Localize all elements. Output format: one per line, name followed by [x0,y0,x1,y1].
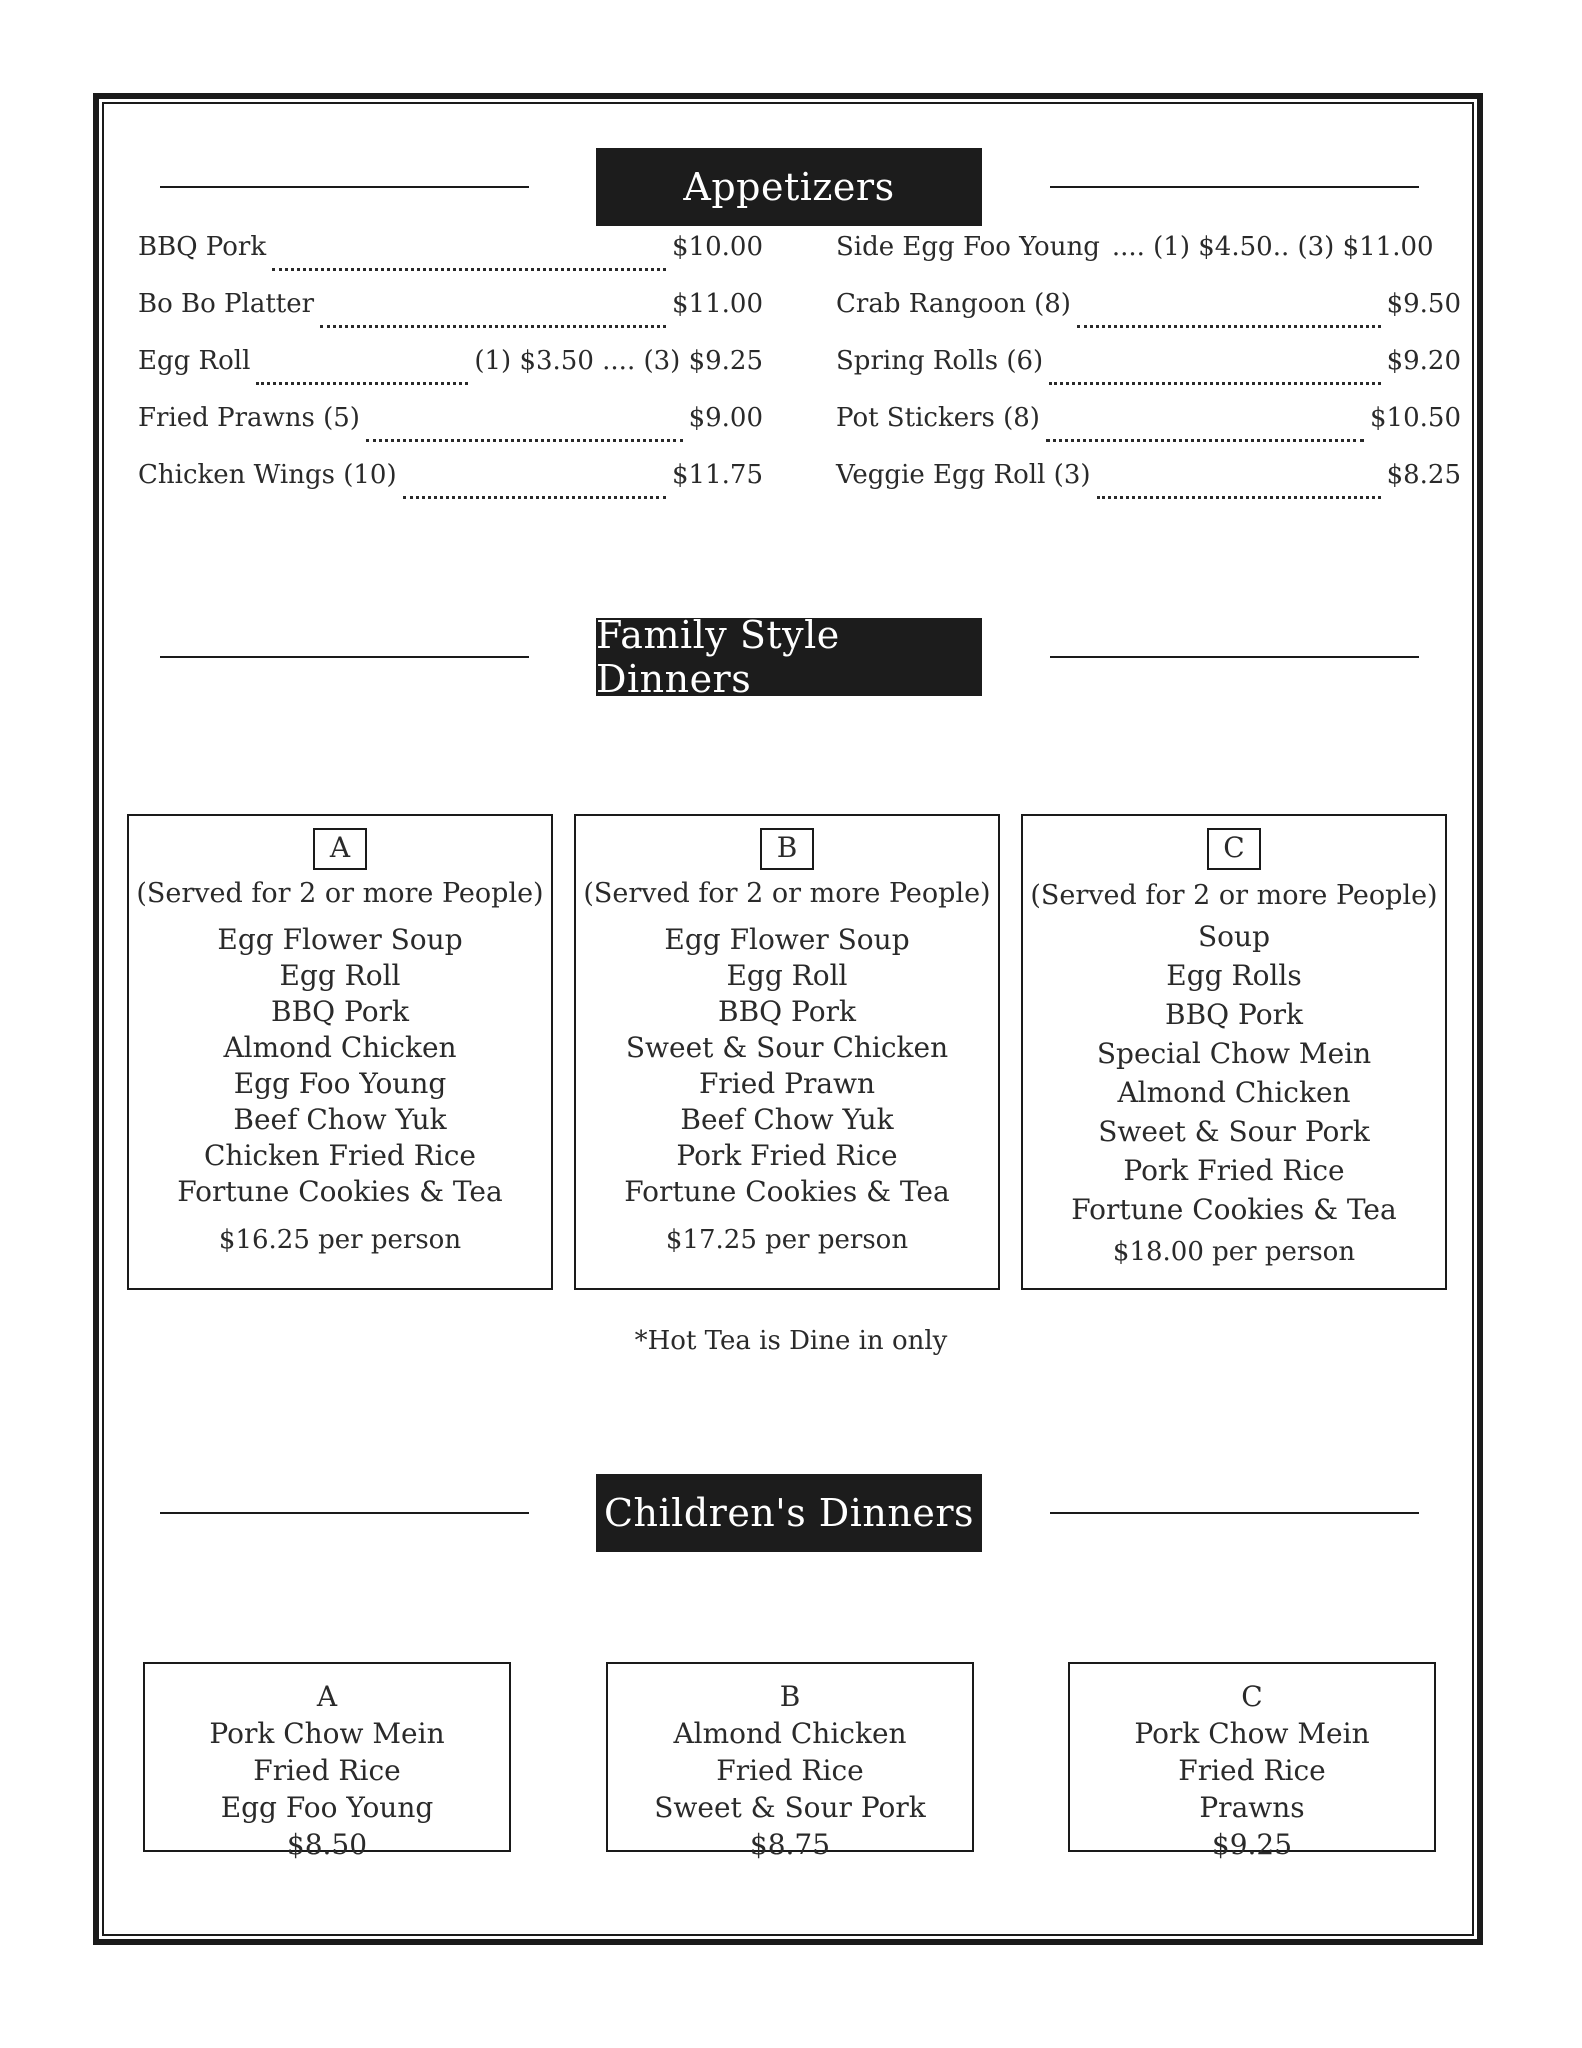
appetizer-price: $11.75 [672,460,763,490]
appetizer-price: $11.00 [672,289,763,319]
appetizer-item [138,232,763,289]
dinner-letter: C [1241,1680,1263,1713]
appetizer-price: $10.00 [672,232,763,262]
dinner-item: Sweet & Sour Pork [654,1791,926,1824]
dot-leader [1097,496,1381,499]
appetizer-name: Side Egg Foo Young [836,232,1100,262]
appetizer-name: Egg Roll [138,346,251,376]
dinner-item: Egg Roll [726,959,848,992]
dinner-letter: A [313,828,367,870]
dinner-item: Pork Chow Mein [209,1717,445,1750]
appetizer-item [138,289,763,346]
dinner-item: BBQ Pork [718,995,856,1028]
appetizer-name: Spring Rolls (6) [836,346,1044,376]
family-dinners-header [0,613,1582,701]
dinner-item: Egg Flower Soup [664,923,910,956]
appetizer-item [836,346,1461,403]
dinner-items [1023,917,1445,1229]
dinner-item: Fried Rice [1178,1754,1326,1787]
appetizer-item [138,403,763,460]
appetizers-right-column [836,232,1461,517]
dinner-letter: B [779,1680,801,1713]
dot-leader [1046,439,1364,442]
dinner-item: Egg Rolls [1166,959,1302,992]
dinner-item: BBQ Pork [1165,998,1303,1031]
children-dinners-header [0,1474,1582,1552]
dinner-item: Pork Fried Rice [676,1139,898,1172]
dot-leader [272,268,666,271]
dinner-letter: C [1207,828,1261,870]
appetizer-item [836,289,1461,346]
appetizers-title: Appetizers [596,148,982,226]
dinner-item: Egg Foo Young [220,1791,434,1824]
dinner-price: $8.50 [286,1828,368,1861]
appetizer-name: Pot Stickers (8) [836,403,1040,433]
children-dinner-b [606,1662,974,1861]
appetizer-name: Veggie Egg Roll (3) [836,460,1091,490]
children-dinner-a [143,1662,511,1861]
dot-leader [256,382,468,385]
dinner-item: Sweet & Sour Chicken [625,1031,949,1064]
dinner-item: Egg Roll [279,959,401,992]
children-dinners-title: Children's Dinners [596,1474,982,1552]
dinner-item: Soup [1198,920,1270,953]
dinner-item: Fortune Cookies & Tea [1071,1193,1397,1226]
appetizer-price: $9.50 [1386,289,1461,319]
header-rule-right [1050,656,1419,658]
hot-tea-note: *Hot Tea is Dine in only [634,1326,948,1356]
appetizer-item [836,232,1461,289]
served-note: (Served for 2 or more People) [583,878,991,909]
dinner-item: Pork Fried Rice [1123,1154,1345,1187]
appetizer-name: Crab Rangoon (8) [836,289,1071,319]
dinner-letter: B [760,828,814,870]
family-dinner-a [127,814,553,1290]
dinner-item: Fried Rice [253,1754,401,1787]
header-rule-left [160,186,529,188]
header-rule-right [1050,1512,1419,1514]
header-rule-left [160,656,529,658]
dot-leader [1077,325,1381,328]
appetizer-price: $10.50 [1370,403,1461,433]
appetizer-price: $9.00 [688,403,763,433]
served-note: (Served for 2 or more People) [136,878,544,909]
dinner-price: $18.00 per person [1112,1237,1356,1267]
dinner-item: Fortune Cookies & Tea [624,1175,950,1208]
dinner-item: Beef Chow Yuk [233,1103,447,1136]
appetizer-item [836,403,1461,460]
appetizer-price: $9.20 [1386,346,1461,376]
dot-leader [320,325,666,328]
appetizer-item [836,460,1461,517]
family-dinner-b [574,814,1000,1290]
dinner-item: Fried Prawn [698,1067,876,1100]
dinner-item: Egg Foo Young [233,1067,447,1100]
dinner-letter: A [316,1680,338,1713]
dinner-item: Almond Chicken [1117,1076,1351,1109]
dinner-price: $8.75 [749,1828,831,1861]
header-rule-left [160,1512,529,1514]
dinner-item: Fried Rice [716,1754,864,1787]
dinner-item: BBQ Pork [271,995,409,1028]
dinner-price: $9.25 [1211,1828,1293,1861]
dot-leader [403,496,666,499]
dot-leader [1049,382,1380,385]
appetizers-header [0,148,1582,226]
dinner-item: Almond Chicken [223,1031,457,1064]
served-note: (Served for 2 or more People) [1030,880,1438,911]
header-rule-right [1050,186,1419,188]
dinner-items [129,922,551,1210]
appetizers-left-column [138,232,763,517]
family-dinner-c [1021,814,1447,1290]
dot-leader [366,439,683,442]
dinner-item: Pork Chow Mein [1134,1717,1370,1750]
dinner-price: $16.25 per person [218,1225,462,1255]
dinner-price: $17.25 per person [665,1225,909,1255]
appetizer-name: Bo Bo Platter [138,289,315,319]
family-dinners-title: Family Style Dinners [596,618,982,696]
appetizer-price: $8.25 [1386,460,1461,490]
dinner-item: Special Chow Mein [1096,1037,1372,1070]
appetizer-item [138,346,763,403]
children-dinner-c [1068,1662,1436,1861]
dinner-item: Almond Chicken [673,1717,907,1750]
appetizer-item [138,460,763,517]
dinner-item: Prawns [1199,1791,1305,1824]
dinner-item: Chicken Fried Rice [203,1139,476,1172]
dinner-item: Sweet & Sour Pork [1098,1115,1370,1148]
appetizer-name: Fried Prawns (5) [138,403,360,433]
dinner-items [576,922,998,1210]
appetizer-name: BBQ Pork [138,232,267,262]
dinner-item: Beef Chow Yuk [680,1103,894,1136]
appetizer-price: .... (1) $4.50.. (3) $11.00 [1111,232,1434,262]
dinner-item: Egg Flower Soup [217,923,463,956]
appetizer-price: (1) $3.50 .... (3) $9.25 [474,346,763,376]
appetizer-name: Chicken Wings (10) [138,460,397,490]
dinner-item: Fortune Cookies & Tea [177,1175,503,1208]
